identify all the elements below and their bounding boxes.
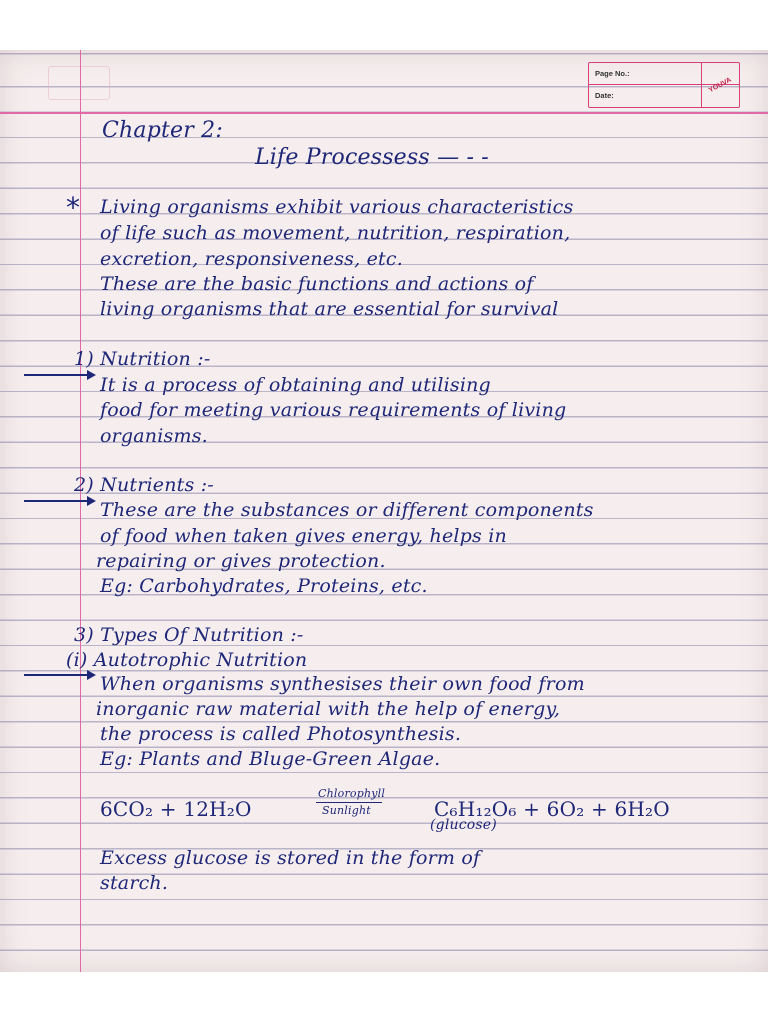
brand-logo: YOUVA: [707, 76, 733, 94]
equation-arrow-line: [316, 802, 382, 803]
page-no-label: Page No.:: [589, 63, 739, 85]
intro-line-2: of life such as movement, nutrition, respiration,: [100, 222, 571, 244]
equation-reactants: 6CO₂ + 12H₂O: [100, 797, 252, 821]
section-3-line-2: inorganic raw material with the help of energy,: [96, 698, 561, 720]
intro-line-4: These are the basic functions and actions of: [100, 273, 534, 295]
equation-product-note: (glucose): [430, 817, 497, 833]
chapter-title: Life Processess — - -: [255, 145, 489, 170]
header-rule: [0, 112, 768, 114]
section-2-line-3: repairing or gives protection.: [96, 550, 386, 572]
closing-line-2: starch.: [100, 872, 169, 894]
equation-products: C₆H₁₂O₆ + 6O₂ + 6H₂O: [434, 797, 670, 821]
section-3-line-3: the process is called Photosynthesis.: [100, 723, 462, 745]
section-1-line-2: food for meeting various requirements of living: [100, 399, 567, 421]
equation-condition-bottom: Sunlight: [322, 804, 371, 817]
closing-line-1: Excess glucose is stored in the form of: [100, 847, 481, 869]
brand-logo-ghost: [48, 66, 110, 100]
section-2-heading: 2) Nutrients :-: [74, 474, 214, 496]
section-3-subheading: (i) Autotrophic Nutrition: [66, 649, 308, 671]
date-label: Date:: [595, 91, 614, 100]
arrow-right-icon: [24, 374, 94, 376]
bullet-star-icon: *: [66, 191, 80, 224]
section-2-line-4: Eg: Carbohydrates, Proteins, etc.: [100, 575, 428, 597]
page-number-box: [588, 62, 740, 108]
section-2-line-2: of food when taken gives energy, helps in: [100, 525, 507, 547]
section-3-line-4: Eg: Plants and Bluge-Green Algae.: [100, 748, 441, 770]
notebook-page: [0, 50, 768, 972]
intro-line-1: Living organisms exhibit various characteristics: [100, 196, 574, 218]
margin-line: [80, 50, 81, 972]
section-2-line-1: These are the substances or different components: [100, 499, 594, 521]
section-1-line-1: It is a process of obtaining and utilising: [100, 374, 491, 396]
equation-condition-top: Chlorophyll: [318, 787, 386, 800]
arrow-right-icon: [24, 674, 94, 676]
section-1-heading: 1) Nutrition :-: [74, 348, 211, 370]
intro-line-5: living organisms that are essential for survival: [100, 298, 559, 320]
chapter-heading: Chapter 2:: [102, 118, 223, 143]
section-3-line-1: When organisms synthesises their own food from: [100, 673, 585, 695]
section-1-line-3: organisms.: [100, 425, 208, 447]
section-3-heading: 3) Types Of Nutrition :-: [74, 624, 304, 646]
intro-line-3: excretion, responsiveness, etc.: [100, 248, 403, 270]
arrow-right-icon: [24, 500, 94, 502]
